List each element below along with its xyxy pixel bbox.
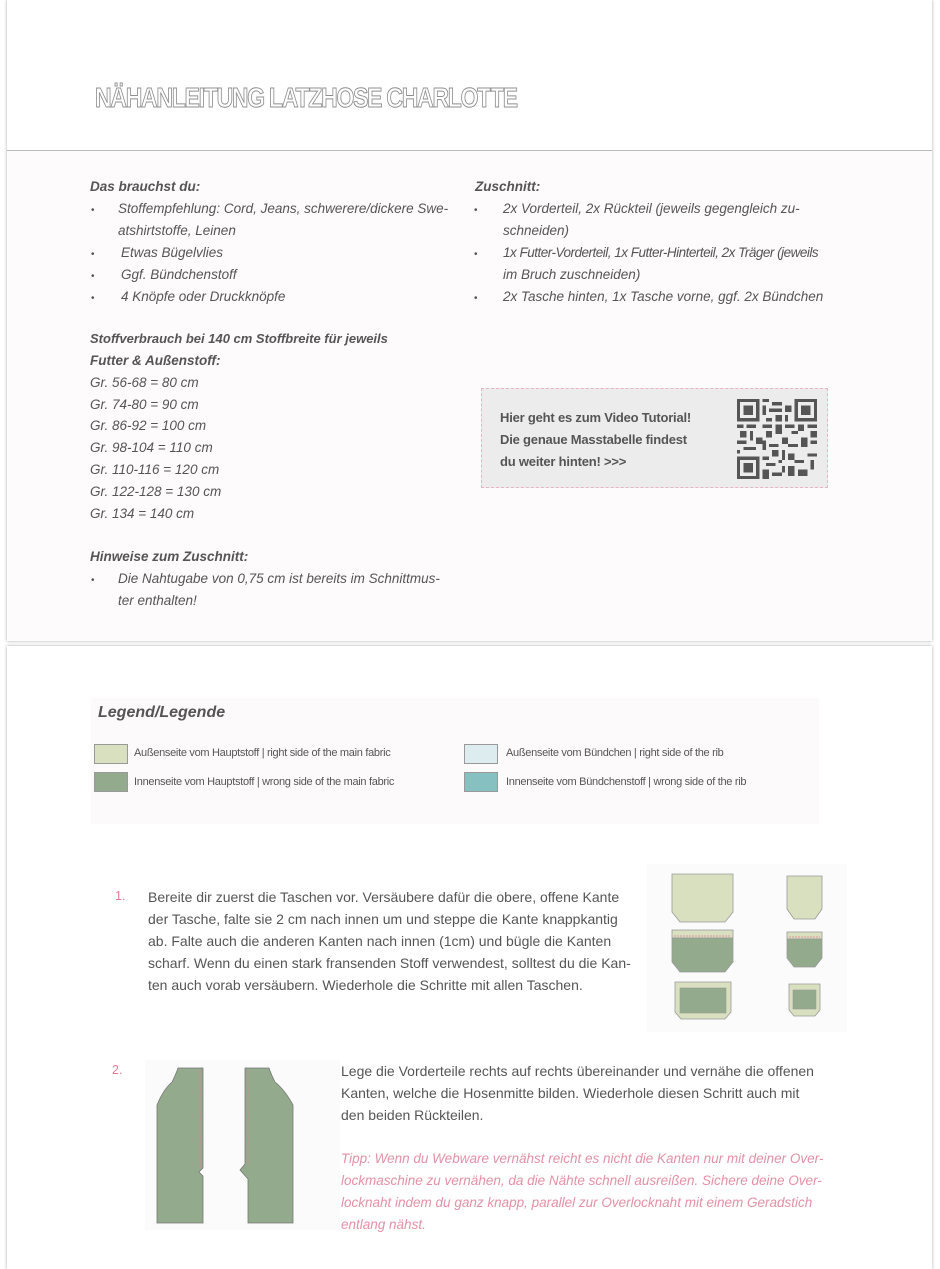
bullet: • (91, 293, 95, 304)
tip-text-line: lockmaschine zu vernähen, da die Nähte schnell ausreißen. Sichere deine Over- (341, 1173, 822, 1188)
bullet: • (91, 271, 95, 282)
qr-code-icon[interactable] (737, 399, 817, 479)
swatch-rib-right-side (464, 744, 498, 764)
legend (91, 698, 819, 824)
materials-item: Stoffempfehlung: Cord, Jeans, schwerere/dickere Swe- (118, 201, 449, 216)
cutting-item: 1x Futter-Vorderteil, 1x Futter-Hinterteil, 2x Träger (jeweils (503, 245, 819, 260)
step-text-line: ab. Falte auch die anderen Kanten nach innen (1cm) und bügle die Kanten (148, 933, 612, 949)
size-row: Gr. 98-104 = 110 cm (90, 440, 213, 455)
legend-label: Außenseite vom Bündchen | right side of the rib (506, 747, 724, 759)
step-number: 1. (115, 889, 126, 903)
step-text-line: Bereite dir zuerst die Taschen vor. Versäubere dafür die obere, offene Kante (148, 889, 620, 905)
video-text-line: du weiter hinten! >>> (500, 454, 627, 469)
pocket-preparation-illustration (647, 864, 847, 1032)
materials-heading: Das brauchst du: (90, 179, 201, 194)
cutting-heading: Zuschnitt: (475, 179, 541, 194)
size-row: Gr. 86-92 = 100 cm (90, 418, 207, 433)
legend-label: Innenseite vom Hauptstoff | wrong side of the main fabric (134, 776, 395, 788)
bullet: • (474, 205, 478, 216)
step-text-line: Kanten, welche die Hosenmitte bilden. Wiederhole diesen Schritt auch mit (341, 1085, 800, 1101)
cutting-notes-heading: Hinweise zum Zuschnitt: (90, 549, 249, 564)
materials-item: Ggf. Bündchenstoff (121, 267, 237, 282)
step-text-line: scharf. Wenn du einen stark fransenden Stoff verwendest, solltest du die Kan- (148, 955, 631, 971)
bullet: • (91, 249, 95, 260)
tip-text-line: locknaht indem du ganz knapp, parallel zur Overlocknaht mit einem Geradstich (341, 1195, 813, 1210)
cutting-item: 2x Vorderteil, 2x Rückteil (jeweils gegengleich zu- (503, 201, 800, 216)
step-text-line: der Tasche, falte sie 2 cm nach innen um und steppe die Kante knappkantig (148, 911, 618, 927)
swatch-rib-wrong-side (464, 772, 498, 792)
swatch-main-wrong-side (94, 772, 128, 792)
size-row: Gr. 74-80 = 90 cm (90, 397, 199, 412)
step-text-line: den beiden Rückteilen. (341, 1107, 484, 1123)
materials-item: atshirtstoffe, Leinen (118, 223, 236, 238)
swatch-main-right-side (94, 744, 128, 764)
materials-item: 4 Knöpfe oder Druckknöpfe (121, 289, 286, 304)
tip-text-line: Tipp: Wenn du Webware vernähst reicht es nicht die Kanten nur mit deiner Over- (341, 1151, 824, 1166)
fabric-usage-heading: Stoffverbrauch bei 140 cm Stoffbreite für jeweils (90, 331, 388, 346)
cutting-item: 2x Tasche hinten, 1x Tasche vorne, ggf. 2x Bündchen (503, 289, 824, 304)
video-text-line: Die genaue Masstabelle findest (500, 432, 687, 447)
cutting-notes-item: Die Nahtugabe von 0,75 cm ist bereits im Schnittmus- (118, 571, 440, 586)
bullet: • (474, 249, 478, 260)
cutting-item: im Bruch zuschneiden) (503, 267, 641, 282)
legend-label: Innenseite vom Bündchenstoff | wrong side of the rib (506, 776, 747, 788)
legend-label: Außenseite vom Hauptstoff | right side of the main fabric (134, 747, 391, 759)
size-row: Gr. 134 = 140 cm (90, 506, 195, 521)
bullet: • (91, 205, 95, 216)
cutting-notes-item: ter enthalten! (118, 593, 197, 608)
materials-item: Etwas Bügelvlies (121, 245, 224, 260)
size-row: Gr. 122-128 = 130 cm (90, 484, 222, 499)
fabric-usage-subheading: Futter & Außenstoff: (90, 353, 221, 368)
bullet: • (474, 293, 478, 304)
step-number: 2. (112, 1063, 123, 1077)
step-text-line: ten auch vorab versäubern. Wiederhole die Schritte mit allen Taschen. (148, 977, 583, 993)
document-title: NÄHANLEITUNG LATZHOSE CHARLOTTE (95, 82, 517, 113)
front-pieces-illustration (145, 1060, 340, 1230)
cutting-item: schneiden) (503, 223, 570, 238)
page-two (7, 646, 932, 1269)
size-row: Gr. 110-116 = 120 cm (90, 462, 220, 477)
step-text-line: Lege die Vorderteile rechts auf rechts übereinander und vernähe die offenen (341, 1063, 814, 1079)
tip-text-line: entlang nähst. (341, 1217, 426, 1232)
video-text-line: Hier geht es zum Video Tutorial! (500, 410, 692, 425)
page-one (7, 0, 932, 641)
header-band (7, 0, 932, 151)
legend-title: Legend/Legende (98, 704, 226, 721)
bullet: • (91, 575, 95, 586)
video-tutorial-box[interactable] (481, 388, 828, 488)
size-row: Gr. 56-68 = 80 cm (90, 375, 199, 390)
